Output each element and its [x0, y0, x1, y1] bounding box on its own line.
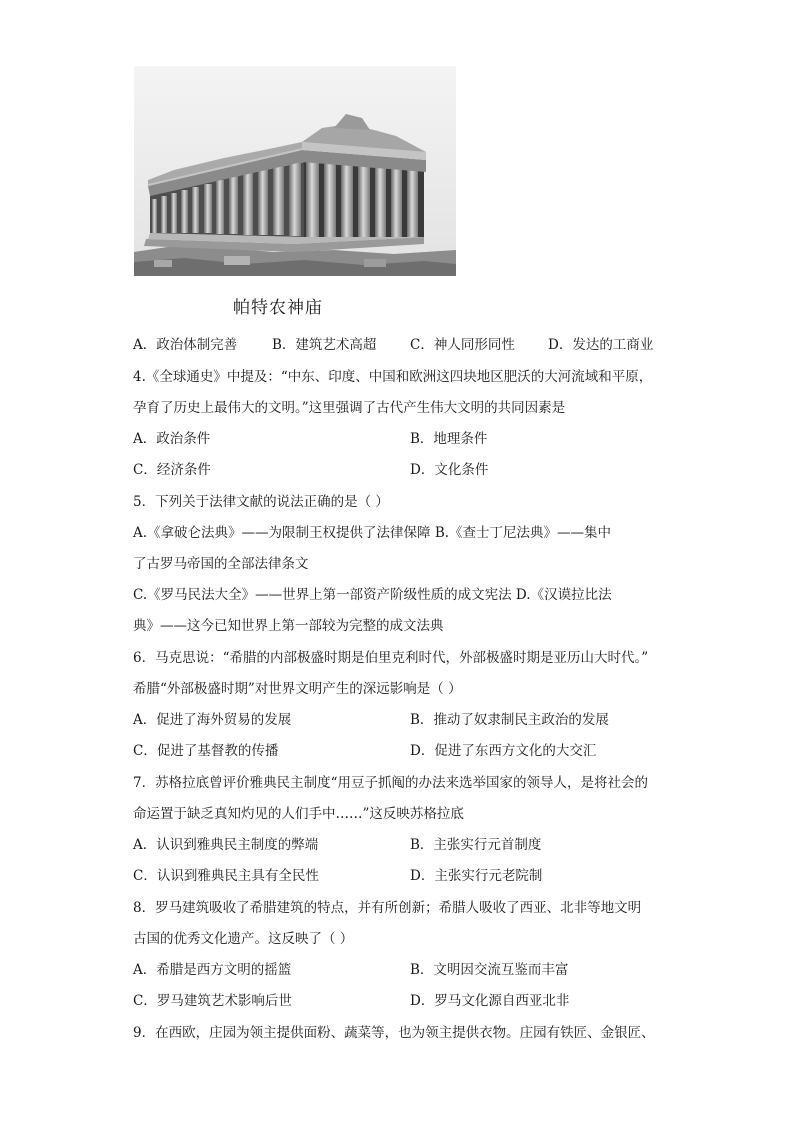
q9-stem-line1: 9．在西欧，庄园为领主提供面粉、蔬菜等，也为领主提供衣物。庄园有铁匠、金银匠、 — [133, 1025, 655, 1041]
figure-caption: 帕特农神庙 — [233, 298, 323, 318]
q5-line5: 典》——这今已知世界上第一部较为完整的成文法典 — [133, 618, 444, 634]
q4-option-a: A．政治条件 — [133, 431, 211, 447]
q7-option-b: B．主张实行元首制度 — [410, 837, 542, 853]
q7-stem-line2: 命运置于缺乏真知灼见的人们手中……”这反映苏格拉底 — [133, 806, 464, 822]
q7-option-c: C．认识到雅典民主具有全民性 — [133, 868, 319, 884]
q8-option-c: C．罗马建筑艺术影响后世 — [133, 993, 292, 1009]
q5-line4: C.《罗马民法大全》——世界上第一部资产阶级性质的成文宪法 D.《汉谟拉比法 — [133, 587, 612, 603]
q4-option-b: B．地理条件 — [410, 431, 488, 447]
q7-option-d: D．主张实行元老院制 — [410, 868, 543, 884]
q8-stem-line1: 8．罗马建筑吸收了希腊建筑的特点，并有所创新；希腊人吸收了西亚、北非等地文明 — [133, 900, 642, 916]
q6-option-a: A．促进了海外贸易的发展 — [133, 712, 292, 728]
q8-option-d: D．罗马文化源自西亚北非 — [410, 993, 570, 1009]
q7-option-a: A．认识到雅典民主制度的弊端 — [133, 837, 319, 853]
q4-stem-line2: 孕育了历史上最伟大的文明。”这里强调了古代产生伟大文明的共同因素是 — [133, 400, 566, 416]
q5-line2: A.《拿破仑法典》——为限制王权提供了法律保障 B.《查士丁尼法典》——集中 — [133, 525, 612, 541]
q8-option-a: A．希腊是西方文明的摇篮 — [133, 962, 292, 978]
q4-stem-line1: 4.《全球通史》中提及：“中东、印度、中国和欧洲这四块地区肥沃的大河流域和平原， — [133, 369, 653, 385]
q3-option-b: B．建筑艺术高超 — [272, 337, 377, 353]
q6-stem-line2: 希腊“外部极盛时期”对世界文明产生的深远影响是（ ） — [133, 681, 462, 697]
q3-option-d: D．发达的工商业 — [548, 337, 654, 353]
parthenon-photo — [134, 66, 456, 276]
q3-option-a: A．政治体制完善 — [133, 337, 238, 353]
q7-stem-line1: 7．苏格拉底曾评价雅典民主制度“用豆子抓阄的办法来选举国家的领导人，是将社会的 — [133, 775, 648, 791]
q4-option-c: C．经济条件 — [133, 462, 211, 478]
q6-option-d: D．促进了东西方文化的大交汇 — [410, 743, 597, 759]
q6-stem-line1: 6．马克思说：“希腊的内部极盛时期是伯里克利时代，外部极盛时期是亚历山大时代。” — [133, 650, 649, 666]
q5-stem: 5．下列关于法律文献的说法正确的是（ ） — [133, 494, 389, 510]
q3-option-c: C．神人同形同性 — [410, 337, 515, 353]
q6-option-b: B．推动了奴隶制民主政治的发展 — [410, 712, 609, 728]
q5-line3: 了古罗马帝国的全部法律条文 — [133, 556, 309, 572]
q8-stem-line2: 古国的优秀文化遗产。这反映了（ ） — [133, 931, 354, 947]
q6-option-c: C．促进了基督教的传播 — [133, 743, 279, 759]
q4-option-d: D．文化条件 — [410, 462, 489, 478]
q8-option-b: B．文明因交流互鉴而丰富 — [410, 962, 569, 978]
